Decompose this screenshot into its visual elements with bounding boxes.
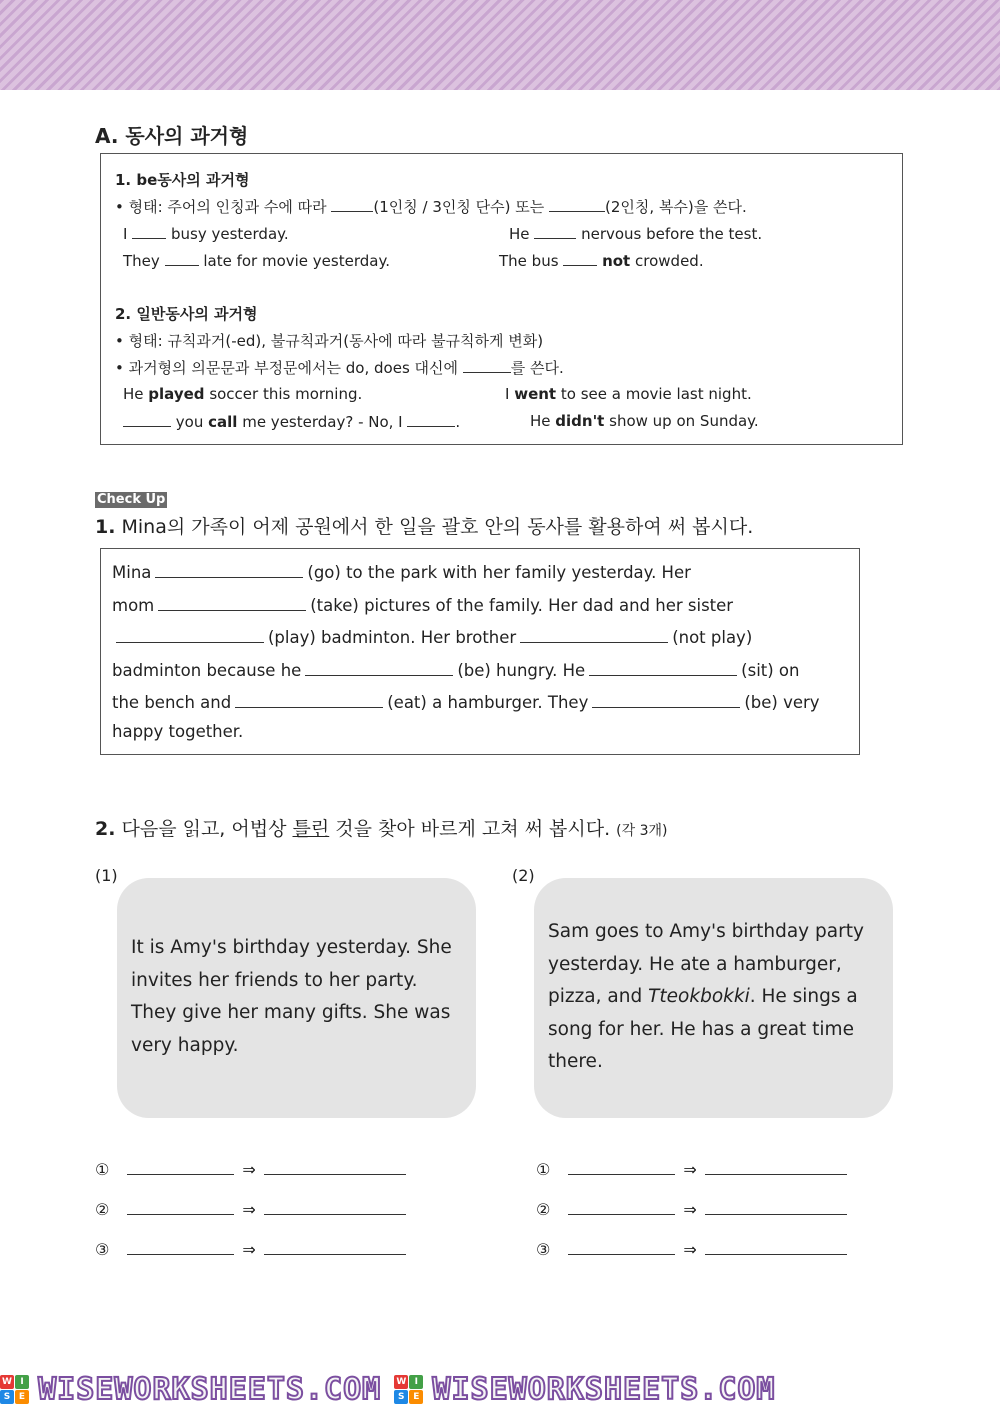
wrong-word-blank[interactable] <box>127 1160 234 1175</box>
answer-blank[interactable] <box>165 251 199 266</box>
grammar-box <box>100 153 903 445</box>
wise-logo-icon: W I S E <box>0 1375 29 1404</box>
answer-row-1-2: ② ⇒ <box>95 1200 406 1219</box>
answer-row-1-3: ③ ⇒ <box>95 1240 406 1259</box>
correction-blank[interactable] <box>705 1240 847 1255</box>
section-title: A. 동사의 과거형 <box>95 124 249 148</box>
answer-blank[interactable] <box>534 224 576 239</box>
general-example-3: you call me yesterday? - No, I . <box>123 412 460 431</box>
wrong-word-blank[interactable] <box>127 1200 234 1215</box>
general-verb-rule-2: • 과거형의 의문문과 부정문에서는 do, does 대신에 를 쓴다. <box>115 359 564 377</box>
passage-1-label: (1) <box>95 866 118 885</box>
answer-row-2-2: ② ⇒ <box>536 1200 847 1219</box>
footer-watermark <box>0 1372 1000 1411</box>
passage-2-bubble: Sam goes to Amy's birthday party yesterday. He ate a hamburger, pizza, and Tteokbokki. He sings a song for her. He has a great time there. <box>534 878 893 1118</box>
question-1-box <box>100 548 860 755</box>
be-example-1: I busy yesterday. <box>123 225 289 243</box>
passage-line-5: the bench and (eat) a hamburger. They (be) very <box>112 693 820 712</box>
correction-blank[interactable] <box>264 1160 406 1175</box>
answer-row-2-1: ① ⇒ <box>536 1160 847 1179</box>
correction-blank[interactable] <box>264 1200 406 1215</box>
answer-blank[interactable] <box>132 224 166 239</box>
brand-text: WISEWORKSHEETS.COM <box>432 1372 776 1407</box>
answer-blank[interactable] <box>407 412 455 427</box>
wrong-word-blank[interactable] <box>568 1240 675 1255</box>
answer-blank[interactable] <box>123 412 171 427</box>
check-up-label: Check Up <box>97 492 166 507</box>
passage-line-6: happy together. <box>112 722 244 741</box>
be-example-3: They late for movie yesterday. <box>123 252 390 270</box>
wrong-word-blank[interactable] <box>568 1200 675 1215</box>
answer-blank-take[interactable] <box>158 594 306 611</box>
question-2-title: 2. 다음을 읽고, 어법상 틀린 것을 찾아 바르게 고쳐 써 봅시다. (각 3개) <box>95 818 668 840</box>
answer-blank-not-play[interactable] <box>520 626 668 643</box>
be-example-2: He nervous before the test. <box>509 225 763 243</box>
answer-row-2-3: ③ ⇒ <box>536 1240 847 1259</box>
passage-line-1: Mina (go) to the park with her family yesterday. Her <box>112 563 691 582</box>
correction-blank[interactable] <box>264 1240 406 1255</box>
passage-1-bubble <box>117 878 476 1118</box>
answer-blank-be[interactable] <box>305 659 453 676</box>
footer-brand <box>0 1372 381 1407</box>
answer-blank[interactable] <box>549 197 605 212</box>
answer-blank[interactable] <box>563 251 597 266</box>
general-verb-rule-1: • 형태: 규칙과거(-ed), 불규칙과거(동사에 따라 불규칙하게 변화) <box>115 332 544 350</box>
passage-1-text: It is Amy's birthday yesterday. She invites her friends to her party. They give her many gifts. She was very happy. <box>131 937 452 1056</box>
footer-brand <box>394 1372 775 1407</box>
general-verb-heading: 2. 일반동사의 과거형 <box>115 305 258 323</box>
wrong-word-blank[interactable] <box>127 1240 234 1255</box>
brand-text: WISEWORKSHEETS.COM <box>38 1372 382 1407</box>
answer-blank[interactable] <box>463 358 511 373</box>
answer-blank-go[interactable] <box>155 561 303 578</box>
question-1-title: 1. Mina의 가족이 어제 공원에서 한 일을 괄호 안의 동사를 활용하여 써 봅시다. <box>95 516 754 538</box>
correction-blank[interactable] <box>705 1200 847 1215</box>
answer-blank-eat[interactable] <box>235 691 383 708</box>
be-verb-heading: 1. be동사의 과거형 <box>115 171 250 189</box>
correction-blank[interactable] <box>705 1160 847 1175</box>
answer-row-1-1: ① ⇒ <box>95 1160 406 1179</box>
be-verb-rule: • 형태: 주어의 인칭과 수에 따라 (1인칭 / 3인칭 단수) 또는 (2인칭, 복수)을 쓴다. <box>115 198 747 216</box>
passage-2-label: (2) <box>512 866 535 885</box>
wrong-word-blank[interactable] <box>568 1160 675 1175</box>
answer-blank[interactable] <box>331 197 373 212</box>
answer-blank-be-2[interactable] <box>592 691 740 708</box>
general-example-2: I went to see a movie last night. <box>505 385 752 403</box>
passage-line-2: mom (take) pictures of the family. Her dad and her sister <box>112 596 734 615</box>
answer-blank-sit[interactable] <box>589 659 737 676</box>
header-band <box>0 0 1000 90</box>
general-example-4: He didn't show up on Sunday. <box>530 412 759 430</box>
passage-line-4: badminton because he (be) hungry. He (sit) on <box>112 661 800 680</box>
be-example-4: The bus not crowded. <box>499 252 704 270</box>
wise-logo-icon: W I S E <box>394 1375 423 1404</box>
answer-blank-play[interactable] <box>116 626 264 643</box>
general-example-1: He played soccer this morning. <box>123 385 363 403</box>
passage-line-3: (play) badminton. Her brother (not play) <box>112 626 752 647</box>
